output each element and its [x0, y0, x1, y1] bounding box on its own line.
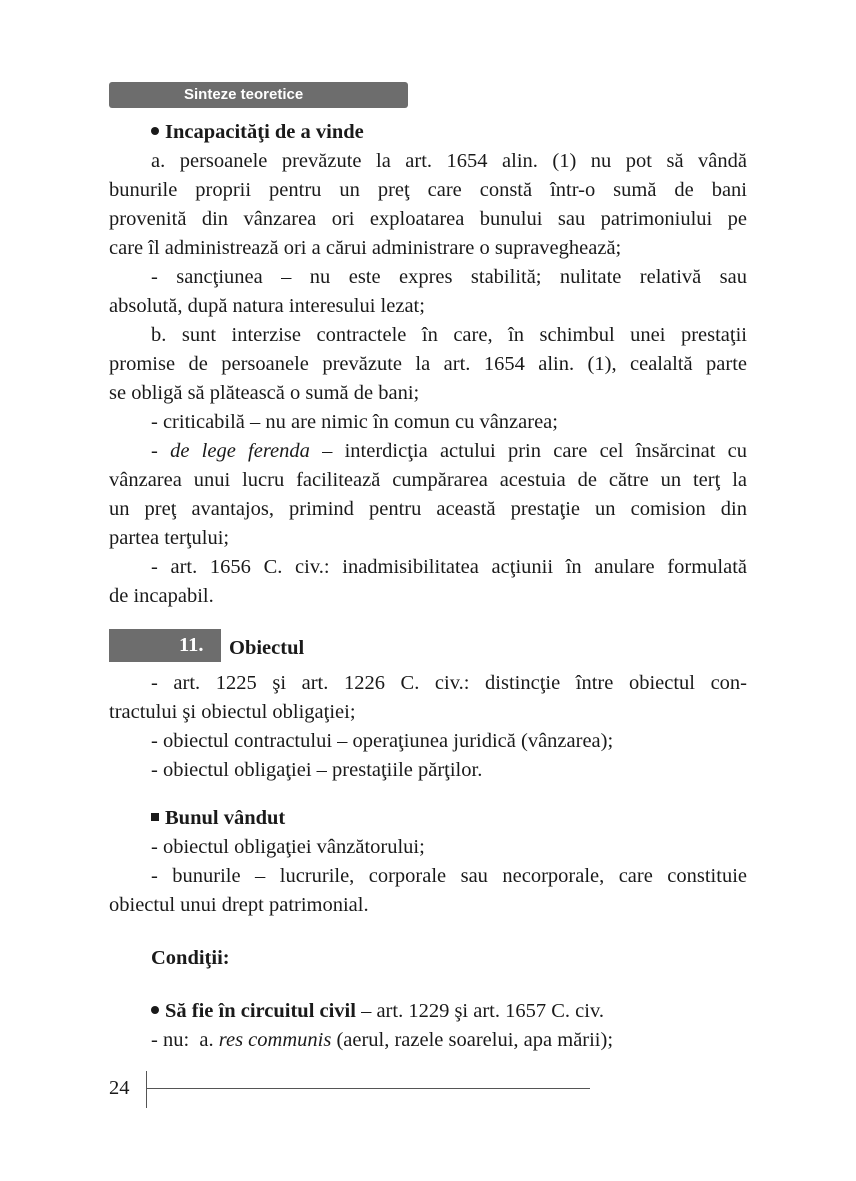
paragraph-line-res-communis: - nu: a. res communis (aerul, razele soarelui, apa mării);: [151, 1029, 614, 1051]
paragraph-line: provenită din vânzarea ori exploatarea bunului sau patrimoniului pe: [109, 208, 747, 230]
heading-conditii: Condiţii:: [151, 947, 230, 969]
paragraph-line: - art. 1656 C. civ.: inadmisibilitatea acţiunii în anulare formulată: [151, 556, 747, 578]
paragraph-line: - art. 1225 şi art. 1226 C. civ.: distincţie între obiectul con-: [151, 672, 747, 694]
page-number: 24: [109, 1077, 130, 1099]
paragraph-line: - obiectul contractului – operaţiunea juridică (vânzarea);: [151, 730, 614, 752]
paragraph-line: b. sunt interzise contractele în care, în schimbul unei prestaţii: [151, 324, 747, 346]
bullet-square-icon: [151, 813, 159, 821]
paragraph-line: care îl administrează ori a cărui administrare o supraveghează;: [109, 237, 622, 259]
paragraph-line: tractului şi obiectul obligaţiei;: [109, 701, 356, 723]
paragraph-line: un preţ avantajos, primind pentru această prestaţie un comision din: [109, 498, 747, 520]
paragraph-line-ferenda: - de lege ferenda – interdicţia actului prin care cel însărcinat cu: [151, 440, 747, 462]
paragraph-line: promise de persoanele prevăzute la art. 1654 alin. (1), cealaltă parte: [109, 353, 747, 375]
section-number-box: [109, 629, 221, 662]
bullet-circuit-civil: Să fie în circuitul civil – art. 1229 şi art. 1657 C. civ.: [151, 997, 789, 1026]
paragraph-line: - obiectul obligaţiei vânzătorului;: [151, 836, 425, 858]
section-title: Obiectul: [229, 637, 305, 659]
paragraph-line: vânzarea unui lucru facilitează cumpărarea acestuia de către un terţ la: [109, 469, 747, 491]
section-tab-label: Sinteze teoretice: [184, 86, 304, 103]
footer-horizontal-rule: [146, 1088, 590, 1089]
paragraph-line: - criticabilă – nu are nimic în comun cu vânzarea;: [151, 411, 558, 433]
heading-incapacitati: Incapacităţi de a vinde: [151, 118, 789, 147]
paragraph-line: de incapabil.: [109, 585, 214, 607]
paragraph-line: a. persoanele prevăzute la art. 1654 alin. (1) nu pot să vândă: [151, 150, 747, 172]
section-tab: [109, 82, 408, 108]
paragraph-line: - sancţiunea – nu este expres stabilită; nulitate relativă sau: [151, 266, 747, 288]
paragraph-line: - obiectul obligaţiei – prestaţiile părţilor.: [151, 759, 483, 781]
paragraph-line: se obligă să plătească o sumă de bani;: [109, 382, 420, 404]
paragraph-line: partea terţului;: [109, 527, 230, 549]
footer-vertical-rule: [146, 1071, 147, 1108]
paragraph-line: absolută, după natura interesului lezat;: [109, 295, 425, 317]
paragraph-line: obiectul unui drept patrimonial.: [109, 894, 369, 916]
section-number: 11.: [179, 634, 204, 656]
paragraph-line: - bunurile – lucrurile, corporale sau necorporale, care constituie: [151, 865, 747, 887]
bullet-dot-icon: [151, 1006, 159, 1014]
heading-bunul-vandut: Bunul vândut: [151, 804, 789, 833]
bullet-dot-icon: [151, 127, 159, 135]
paragraph-line: bunurile proprii pentru un preţ care constă într-o sumă de bani: [109, 179, 747, 201]
